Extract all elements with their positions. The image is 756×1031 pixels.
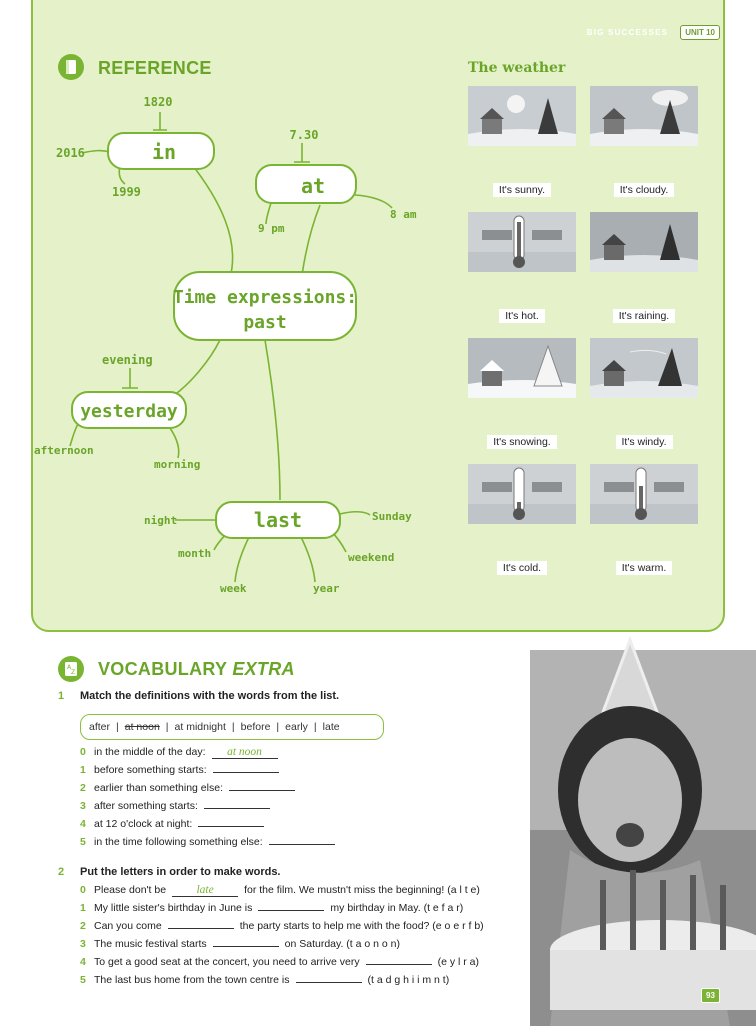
answer-blank: late [172, 884, 238, 897]
weather-caption: It's warm. [590, 562, 698, 574]
exercise-number: 1 [58, 690, 65, 702]
cloudy-house-tree-icon [590, 86, 698, 146]
weather-title: The weather [468, 60, 566, 76]
weather-caption: It's hot. [468, 310, 576, 322]
mind-map-link [190, 162, 233, 278]
in-item: 1999 [112, 185, 141, 199]
yesterday-item: morning [154, 458, 201, 471]
answer-blank[interactable] [213, 772, 279, 773]
in-item: 1820 [143, 95, 173, 109]
svg-text:Z: Z [71, 669, 76, 676]
exercise-item: 2 Can you come the party starts to help me with the food? (e o e r f b) [80, 920, 484, 932]
last-item: weekend [348, 551, 395, 564]
word-item-used: at noon [124, 721, 160, 733]
exercise-item: 3 after something starts: [80, 800, 270, 812]
answer-blank[interactable] [258, 910, 324, 911]
in-item: 2016 [56, 146, 85, 160]
word-item: before [240, 721, 271, 733]
at-item: 7.30 [289, 128, 319, 142]
answer-blank[interactable] [366, 964, 432, 965]
at-label: at [300, 174, 326, 198]
exercise-item: 1 before something starts: [80, 764, 279, 776]
exercise-item: 1 My little sister's birthday in June is my birthday in May. (t e f a r) [80, 902, 464, 914]
svg-text:A: A [67, 664, 72, 671]
mind-map-link [170, 340, 220, 398]
word-item: late [322, 721, 340, 733]
weather-caption: It's cloudy. [590, 184, 698, 196]
mind-map [34, 0, 480, 620]
mind-map-link [302, 205, 320, 275]
exercise-item: 0 in the middle of the day: at noon [80, 746, 278, 759]
at-item: 9 pm [258, 222, 285, 235]
last-item: month [178, 547, 212, 560]
dictionary-az-icon [58, 656, 84, 682]
answer-blank[interactable] [204, 808, 270, 809]
exercise-instruction: Match the definitions with the words from the list. [80, 690, 340, 702]
last-item: week [220, 582, 247, 595]
center-label-line1: Time expressions: [172, 287, 358, 308]
exercise-number: 2 [58, 866, 65, 878]
exercise-item: 5 in the time following something else: [80, 836, 335, 848]
exercise-item: 2 earlier than something else: [80, 782, 295, 794]
reference-title: REFERENCE [98, 58, 212, 78]
unit-badge: UNIT 10 [680, 25, 720, 40]
word-item: at midnight [174, 721, 226, 733]
last-item: night [144, 514, 178, 527]
yesterday-item: afternoon [34, 444, 94, 457]
weather-caption: It's sunny. [468, 184, 576, 196]
windy-house-tree-icon [590, 338, 698, 398]
page-header [587, 25, 720, 40]
weather-caption: It's raining. [590, 310, 698, 322]
last-item: year [313, 582, 340, 595]
exercise-item: 0 Please don't be late for the film. We mustn't miss the beginning! (a l t e) [80, 884, 480, 896]
answer-blank[interactable] [198, 826, 264, 827]
hot-thermometer-icon [468, 212, 576, 272]
answer-blank[interactable] [213, 946, 279, 947]
in-label: in [151, 140, 177, 164]
answer-blank[interactable] [296, 982, 362, 983]
answer-blank[interactable] [168, 928, 234, 929]
answer-blank[interactable] [269, 844, 335, 845]
word-item: early [285, 721, 308, 733]
page-number: 93 [701, 988, 720, 1003]
exercise-item: 4 at 12 o'clock at night: [80, 818, 264, 830]
weather-caption: It's windy. [590, 436, 698, 448]
yesterday-label: yesterday [80, 401, 178, 422]
last-label: last [253, 508, 303, 532]
weather-caption: It's cold. [468, 562, 576, 574]
mind-map-link [265, 340, 280, 500]
exercise-item: 5 The last bus home from the town centre is (t a d g h i i m n t) [80, 974, 450, 986]
last-item: Sunday [372, 510, 412, 523]
vocabulary-title: VOCABULARY EXTRA [98, 659, 295, 679]
warm-thermometer-icon [590, 464, 698, 524]
birthday-girl-photo [530, 650, 756, 1026]
at-item: 8 am [390, 208, 417, 221]
yesterday-item: evening [102, 353, 153, 367]
snow-house-tree-icon [468, 338, 576, 398]
word-item: after [89, 721, 111, 733]
answer-blank: at noon [212, 746, 278, 759]
cold-thermometer-icon [468, 464, 576, 524]
sunny-house-tree-icon [468, 86, 576, 146]
word-list-box: after | at noon | at midnight | before | early | late [80, 714, 384, 740]
weather-caption: It's snowing. [468, 436, 576, 448]
center-label-line2: past [243, 312, 287, 333]
series-name: BIG SUCCESSES [586, 28, 669, 37]
rain-house-tree-icon [590, 212, 698, 272]
answer-blank[interactable] [229, 790, 295, 791]
exercise-item: 3 The music festival starts on Saturday. (t a o n o n) [80, 938, 400, 950]
exercise-instruction: Put the letters in order to make words. [80, 866, 281, 878]
exercise-item: 4 To get a good seat at the concert, you need to arrive very (e y l r a) [80, 956, 479, 968]
